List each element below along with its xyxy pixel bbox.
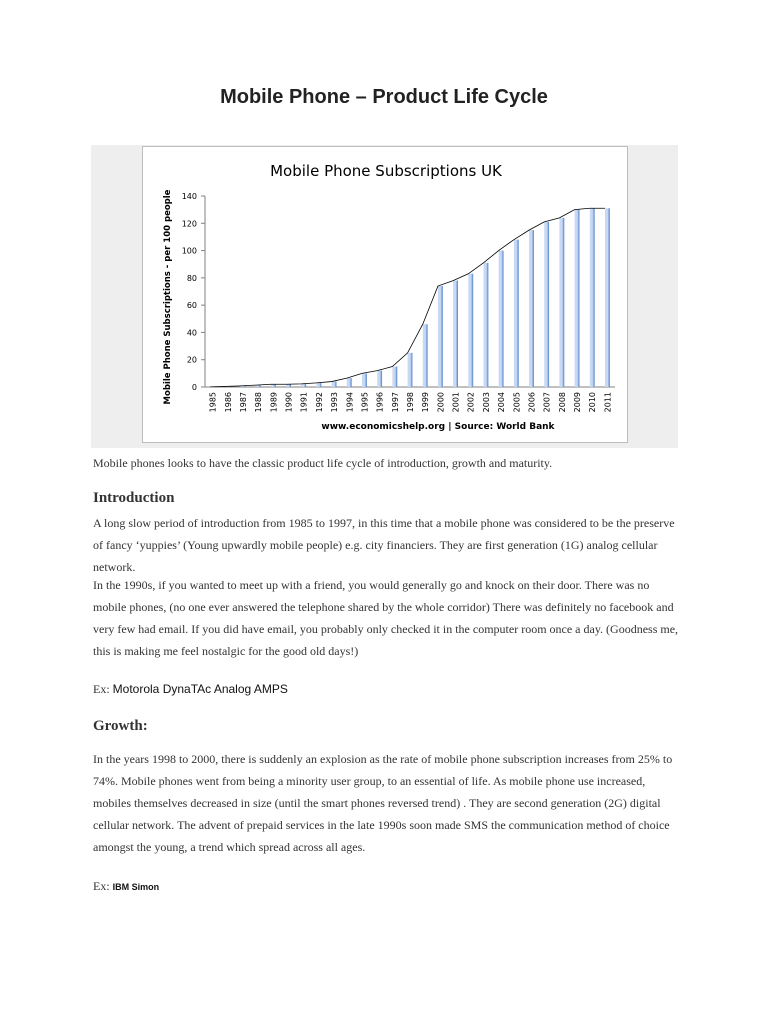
bar-1992 — [316, 383, 321, 387]
y-tick-label: 80 — [186, 273, 197, 283]
growth-example — [93, 879, 159, 894]
example-label: Ex: — [93, 682, 110, 696]
x-tick-label: 2006 — [527, 392, 537, 413]
bar-2007 — [544, 222, 549, 387]
x-tick-label: 2004 — [497, 392, 507, 413]
x-tick-label: 2001 — [451, 392, 461, 413]
intro-sentence: Mobile phones looks to have the classic product life cycle of introduction, growth and maturity. — [93, 456, 553, 470]
bar-1995 — [362, 373, 367, 387]
x-tick-label: 1993 — [330, 392, 340, 413]
introduction-paragraph-1: A long slow period of introduction from 1985 to 1997, in this time that a mobile phone was considered to be the preserve of fancy ‘yuppies’ (Young upwardly mobile people) e.g. city financiers. They are first generation (1G) analog cellular network. — [93, 516, 675, 574]
x-tick-label: 1999 — [421, 392, 431, 413]
x-tick-label: 1991 — [299, 392, 309, 413]
x-tick-label: 1985 — [208, 392, 218, 413]
bar-2005 — [514, 240, 519, 387]
x-tick-label: 1986 — [223, 392, 233, 413]
x-tick-label: 2007 — [542, 392, 552, 413]
y-tick-label: 60 — [186, 301, 197, 311]
x-tick-label: 2008 — [557, 392, 567, 413]
bar-2011 — [605, 208, 610, 387]
bar-2008 — [559, 218, 564, 387]
x-tick-label: 2000 — [436, 392, 446, 413]
introduction-example — [93, 682, 288, 697]
y-axis-label: Mobile Phone Subscriptions - per 100 people — [163, 189, 173, 405]
page-title: Mobile Phone – Product Life Cycle — [220, 86, 548, 108]
bar-2003 — [483, 263, 488, 387]
y-tick-label: 100 — [181, 246, 197, 256]
x-tick-label: 1990 — [284, 392, 294, 413]
x-tick-label: 1987 — [238, 392, 248, 413]
bar-1996 — [377, 371, 382, 387]
example-value: Motorola DynaTAc Analog AMPS — [112, 682, 288, 696]
y-tick-label: 40 — [186, 328, 197, 338]
x-tick-label: 1994 — [345, 392, 355, 413]
bar-2009 — [575, 210, 580, 387]
x-tick-label: 2005 — [512, 392, 522, 413]
bar-2010 — [590, 208, 595, 387]
x-tick-label: 1997 — [390, 392, 400, 413]
growth-paragraph: In the years 1998 to 2000, there is suddenly an explosion as the rate of mobile phone subscription increases from 25% to 74%. Mobile phones went from being a minority user group, to an essential of life. As mobile phone use increased, mobiles themselves decreased in size (until the smart phones reversed trend) . They are second generation (2G) digital cellular network. The advent of prepaid services in the late 1990s soon made SMS the communication method of choice amongst the young, a trend which spread across all ages. — [93, 752, 673, 854]
chart-footer: www.economicshelp.org | Source: World Bank — [321, 422, 555, 432]
section-heading-introduction: Introduction — [93, 490, 175, 506]
x-tick-label: 1988 — [254, 392, 264, 413]
section-heading-growth: Growth: — [93, 718, 148, 734]
bar-2002 — [468, 274, 473, 387]
x-tick-label: 2010 — [588, 392, 598, 413]
chart-frame — [142, 146, 628, 443]
bar-1990 — [286, 384, 291, 387]
x-tick-label: 2002 — [466, 392, 476, 413]
x-tick-label: 2011 — [603, 392, 613, 413]
y-tick-label: 0 — [191, 383, 197, 392]
bar-1994 — [347, 378, 352, 387]
x-tick-label: 2003 — [481, 392, 491, 413]
example-value: IBM Simon — [112, 882, 160, 892]
bar-2004 — [499, 251, 504, 387]
bar-1999 — [423, 324, 428, 387]
x-tick-label: 1989 — [269, 392, 279, 413]
x-tick-label: 1998 — [406, 392, 415, 413]
bar-1997 — [392, 367, 397, 387]
x-tick-label: 2009 — [573, 392, 583, 413]
introduction-paragraph-2: In the 1990s, if you wanted to meet up with a friend, you would generally go and knock on their door. There was no mobile phones, (no one ever answered the telephone shared by the whole corridor) There was definitely no facebook and very few had email. If you did have email, you probably only checked it in the computer room once a day. (Goodness me, this is making me feel nostalgic for the good old days!) — [93, 578, 679, 658]
bar-1993 — [332, 382, 337, 387]
bar-2001 — [453, 281, 458, 387]
bar-2000 — [438, 286, 443, 387]
x-tick-label: 1995 — [360, 392, 370, 413]
x-tick-label: 1996 — [375, 392, 385, 413]
chart-title: Mobile Phone Subscriptions UK — [270, 162, 502, 180]
y-tick-label: 120 — [181, 219, 197, 229]
subscriptions-chart — [143, 147, 629, 444]
bar-2006 — [529, 230, 534, 387]
example-label: Ex: — [93, 879, 110, 893]
x-tick-label: 1992 — [314, 392, 324, 413]
bar-1991 — [301, 384, 306, 387]
y-tick-label: 140 — [181, 192, 197, 201]
bar-1998 — [408, 353, 413, 387]
y-tick-label: 20 — [186, 355, 197, 365]
bar-1989 — [271, 384, 276, 387]
